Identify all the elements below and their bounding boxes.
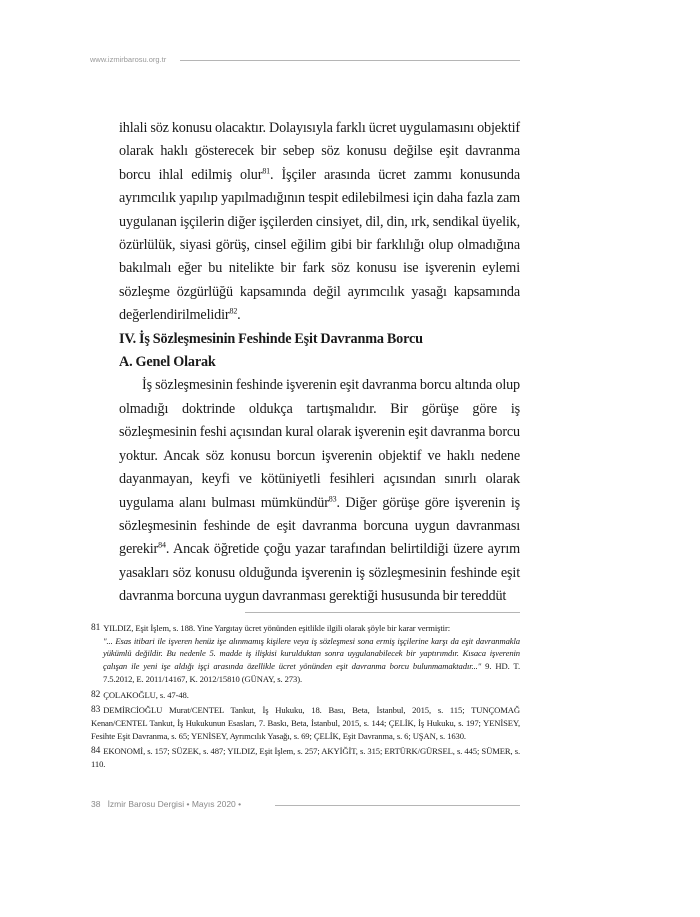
footer-rule xyxy=(275,805,520,806)
footnote-82: 82 ÇOLAKOĞLU, s. 47-48. xyxy=(91,689,189,700)
footer-separator-end: • xyxy=(238,799,242,809)
header-rule xyxy=(180,60,520,61)
footnote-number: 82 xyxy=(91,689,101,700)
footnote-83: 83 DEMİRCİOĞLU Murat/CENTEL Tankut, İş Hukuku, 18. Bası, Beta, İstanbul, 2015, s. 115; TUNÇOMAĞ Kenan/CENTEL Tankut, İş Hukukunun Esasları, 7. Baskı, Beta, İstanbul, 2015, s. 144; ÇELİK, İş Hukuku, s. 197; YENİSEY, Fesihte Eşit Davranma, s. 65; YENİSEY, Ayrımcılık Yasağı, s. 69; ÇELİK, Eşit Davranma, s. 6; UŞAN, s. 1630. xyxy=(91,705,520,741)
issue-date: Mayıs 2020 xyxy=(191,799,236,809)
footnote-ref-84[interactable]: 84 xyxy=(158,540,166,550)
footer-separator: • xyxy=(186,799,190,809)
page-number: 38 xyxy=(91,799,101,809)
page-footer xyxy=(91,799,241,809)
journal-name: İzmir Barosu Dergisi xyxy=(107,799,185,809)
footnote-84: 84 EKONOMİ, s. 157; SÜZEK, s. 487; YILDIZ, Eşit İşlem, s. 257; AKYİĞİT, s. 315; ERTÜRK/GÜRSEL, s. 445; SÜMER, s. 110. xyxy=(91,746,520,770)
footnote-81: 81 YILDIZ, Eşit İşlem, s. 188. Yine Yargıtay ücret yönünden eşitlikle ilgili olarak şöyle bir karar vermiştir: "... Esas itibari ile işveren henüz işe alınmamış kişilere veya iş sözleşmesi sona ermiş işçilerine karşı da eşit davranmakla yükümlü değildir. Bu nedenle 5. madde iş ilişkisi kurulduktan sonra uygulanabilecek bir yaptırımdır. Kısaca işverenin çalışan ile yeni işe aldığı işçi arasında özellikle ücret yönünden eşit davranma borcu bulunmamaktadır..." 9. HD. T. 7.5.2012, E. 2011/14167, K. 2012/15810 (GÜNAY, s. 273). xyxy=(91,623,520,684)
footnote-number: 84 xyxy=(91,746,101,757)
footnote-number: 81 xyxy=(91,623,101,633)
subsection-heading: A. Genel Olarak xyxy=(119,354,216,371)
footnote-number: 83 xyxy=(91,705,101,716)
section-heading: IV. İş Sözleşmesinin Feshinde Eşit Davranma Borcu xyxy=(119,330,423,347)
paragraph-1: ihlali söz konusu olacaktır. Dolayısıyla farklı ücret uygulamasını objektif olarak haklı gösterecek bir sebep söz konusu değilse eşit davranma borcu ihlal edilmiş olur$^{81}$. İşçiler arasında ücret zammı konusunda ayrımcılık yapılıp yapılmadığının tespit edilebilmesi için daha fazla zam uygulanan işçilerin diğer işçilerden cinsiyet, dil, din, ırk, sendikal üyelik, özürlülük, siyasi görüş, cinsel eğilim gibi bir farklılığı olup olmadığına bakılmalı eğer bu nitelikte bir fark söz konusu ise işverenin eylemi sözleşme özgürlüğü kapsamında değil ayrımcılık yasağı kapsamında değerlendirilmelidir$^{82}$. xyxy=(119,120,520,324)
footnote-ref-83[interactable]: 83 xyxy=(328,493,337,503)
footnotes xyxy=(91,622,520,774)
body-text xyxy=(119,117,520,609)
footnote-ref-82[interactable]: 82 xyxy=(229,306,238,316)
header-url: www.izmirbarosu.org.tr xyxy=(90,55,167,64)
paragraph-2: İş sözleşmesinin feshinde işverenin eşit davranma borcu altında olup olmadığı doktrinde oldukça tartışmalıdır. Bir görüşe göre iş sözleşmesinin feshi açısından kural olarak işverenin eşit davranma borcu yoktur. Ancak söz konusu borcun işverenin objektif ve haklı nedene dayanmayan, keyfi ve kötüniyetli fesihleri açısından sınırlı olarak uygulama alanı bulması mümkündür$^{83}$. Diğer görüşe göre işverenin iş sözleşmesinin feshinde de eşit davranma borcuna uygun davranması gerekir$^{84}$. Ancak öğretide çoğu yazar tarafından belirtildiği üzere ayrım yasakları söz konusu olduğunda işverenin iş sözleşmesinin feshinde eşit davranma borcuna uygun davranması gerektiği hususunda bir tereddüt xyxy=(119,377,520,605)
footnote-quote: "... Esas itibari ile işveren henüz işe alınmamış kişilere veya iş sözleşmesi sona ermiş işçilerine karşı da eşit davranmakla yükümlü değildir. Bu nedenle 5. madde iş ilişkisi kurulduktan sonra uygulanabilecek bir yaptırımdır. Kısaca işverenin çalışan ile yeni işe aldığı işçi arasında özellikle ücret yönünden eşit davranma borcu bulunmamaktadır..." xyxy=(103,635,520,672)
footnote-ref-81[interactable]: 81 xyxy=(262,166,271,176)
footnote-separator xyxy=(245,612,520,613)
